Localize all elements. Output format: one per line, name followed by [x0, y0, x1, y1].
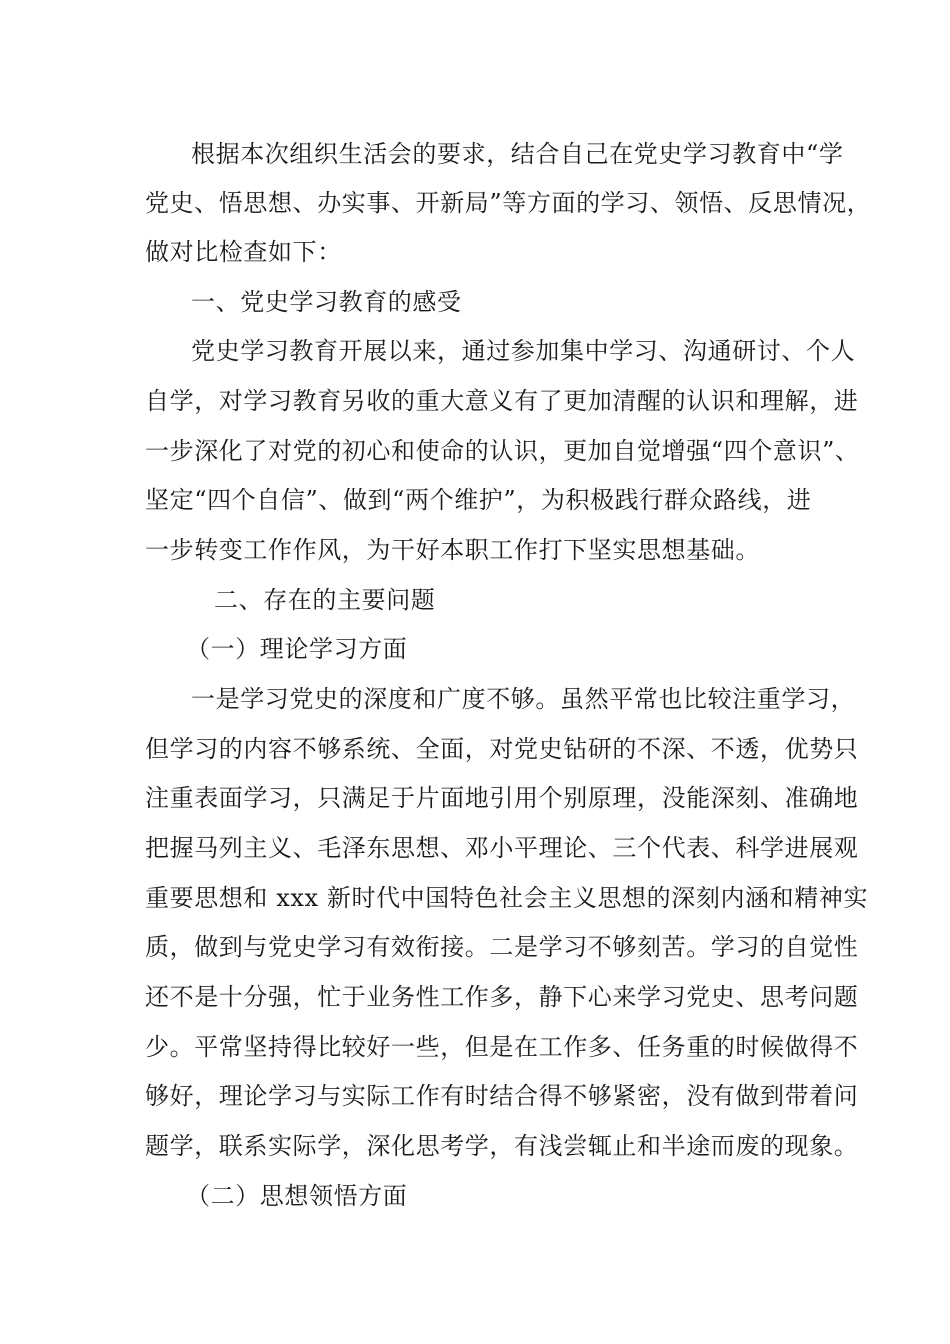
intro-line-2: 党史、悟思想、办实事、开新局”等方面的学习、领悟、反思情况， — [145, 189, 872, 217]
subsection1-line-5: 重要思想和 xxx 新时代中国特色社会主义思想的深刻内涵和精神实 — [145, 884, 869, 912]
intro-line-1: 根据本次组织生活会的要求，结合自己在党史学习教育中“学 — [191, 140, 844, 168]
section1-line-3: 一步深化了对党的初心和使命的认识，更加自觉增强“四个意识”、 — [145, 437, 860, 465]
subsection1-line-6: 质，做到与党史学习有效衔接。二是学习不够刻苦。学习的自觉性 — [145, 933, 859, 961]
subsection1-line-3: 注重表面学习，只满足于片面地引用个别原理，没能深刻、准确地 — [145, 784, 859, 812]
section1-line-5: 一步转变工作作风，为干好本职工作打下坚实思想基础。 — [145, 536, 760, 564]
intro-line-3: 做对比检查如下： — [145, 238, 342, 266]
section2-heading: 二、存在的主要问题 — [214, 586, 436, 614]
subsection1-line-1: 一是学习党史的深度和广度不够。虽然平常也比较注重学习， — [191, 685, 856, 713]
section1-line-2: 自学，对学习教育另收的重大意义有了更加清醒的认识和理解，进 — [145, 387, 859, 415]
subsection1-heading: （一）理论学习方面 — [186, 635, 408, 663]
subsection1-line-4: 把握马列主义、毛泽东思想、邓小平理论、三个代表、科学进展观 — [145, 834, 859, 862]
subsection2-heading: （二）思想领悟方面 — [186, 1182, 408, 1210]
subsection1-line-2: 但学习的内容不够系统、全面，对党史钻研的不深、不透，优势只 — [145, 735, 859, 763]
section1-line-4: 坚定“四个自信”、做到“两个维护”，为积极践行群众路线，进 — [145, 486, 812, 514]
subsection1-line-9: 够好，理论学习与实际工作有时结合得不够紧密，没有做到带着问 — [145, 1082, 859, 1110]
section1-line-1: 党史学习教育开展以来，通过参加集中学习、沟通研讨、个人 — [191, 337, 856, 365]
subsection1-line-7: 还不是十分强，忙于业务性工作多，静下心来学习党史、思考问题 — [145, 983, 859, 1011]
subsection1-line-10: 题学，联系实际学，深化思考学，有浅尝辄止和半途而废的现象。 — [145, 1132, 859, 1160]
subsection1-line-8: 少。平常坚持得比较好一些，但是在工作多、任务重的时候做得不 — [145, 1033, 859, 1061]
section1-heading: 一、党史学习教育的感受 — [191, 288, 462, 316]
